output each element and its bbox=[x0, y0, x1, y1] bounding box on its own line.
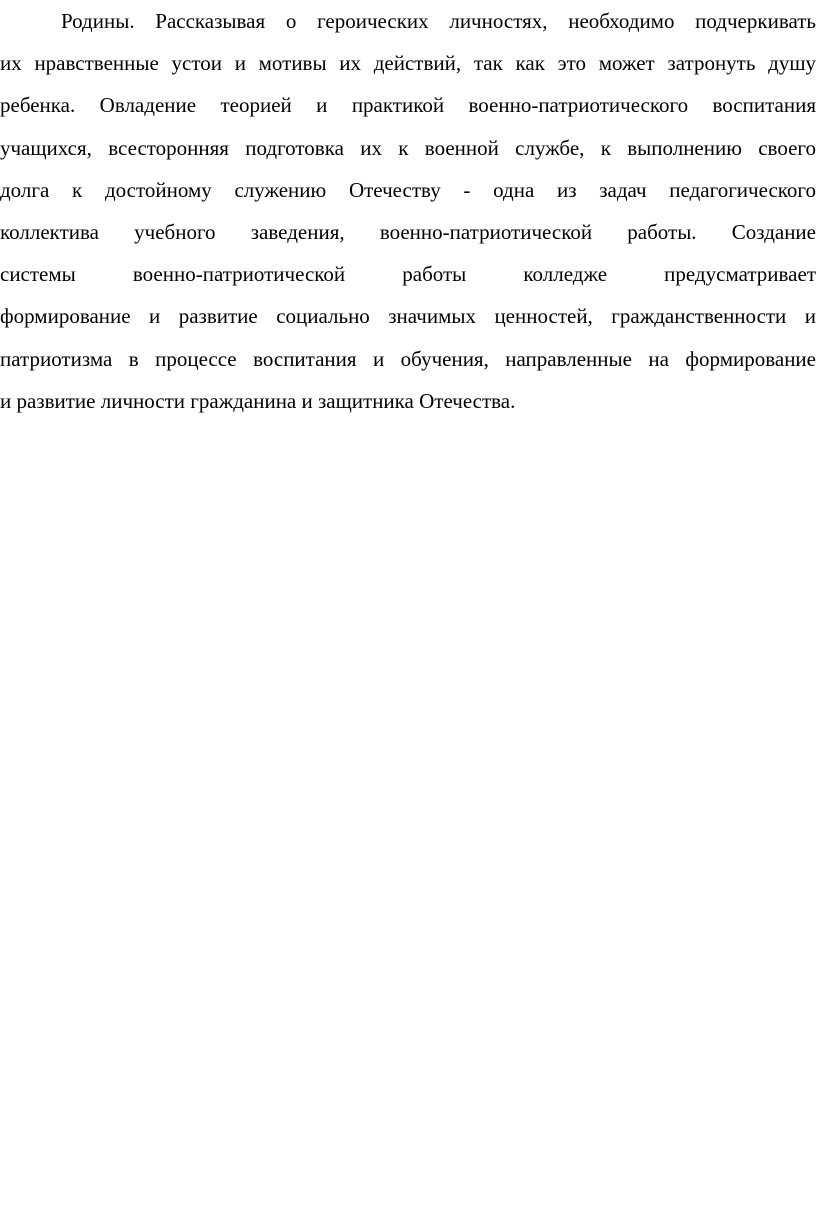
text-line-9: патриотизма в процессе воспитания и обучения, направленные на формирование bbox=[0, 346, 816, 371]
text-line-3: ребенка. Овладение теорией и практикой военно-патриотического воспитания bbox=[0, 93, 816, 118]
text-line-10: и развитие личности гражданина и защитника Отечества. bbox=[0, 388, 516, 413]
text-line-6: коллектива учебного заведения, военно-патриотической работы. Создание bbox=[0, 219, 816, 244]
text-line-7: системы военно-патриотической работы колледже предусматривает bbox=[0, 262, 816, 287]
text-line-8: формирование и развитие социально значимых ценностей, гражданственности и bbox=[0, 304, 816, 329]
text-line-2: их нравственные устои и мотивы их действий, так как это может затронуть душу bbox=[0, 51, 816, 76]
text-line-5: долга к достойному служению Отечеству - одна из задач педагогического bbox=[0, 177, 816, 202]
text-line-1: Родины. Рассказывая о героических личностях, необходимо подчеркивать bbox=[61, 9, 816, 33]
body-paragraph bbox=[0, 0, 816, 422]
text-line-4: учащихся, всесторонняя подготовка их к военной службе, к выполнению своего bbox=[0, 135, 816, 160]
